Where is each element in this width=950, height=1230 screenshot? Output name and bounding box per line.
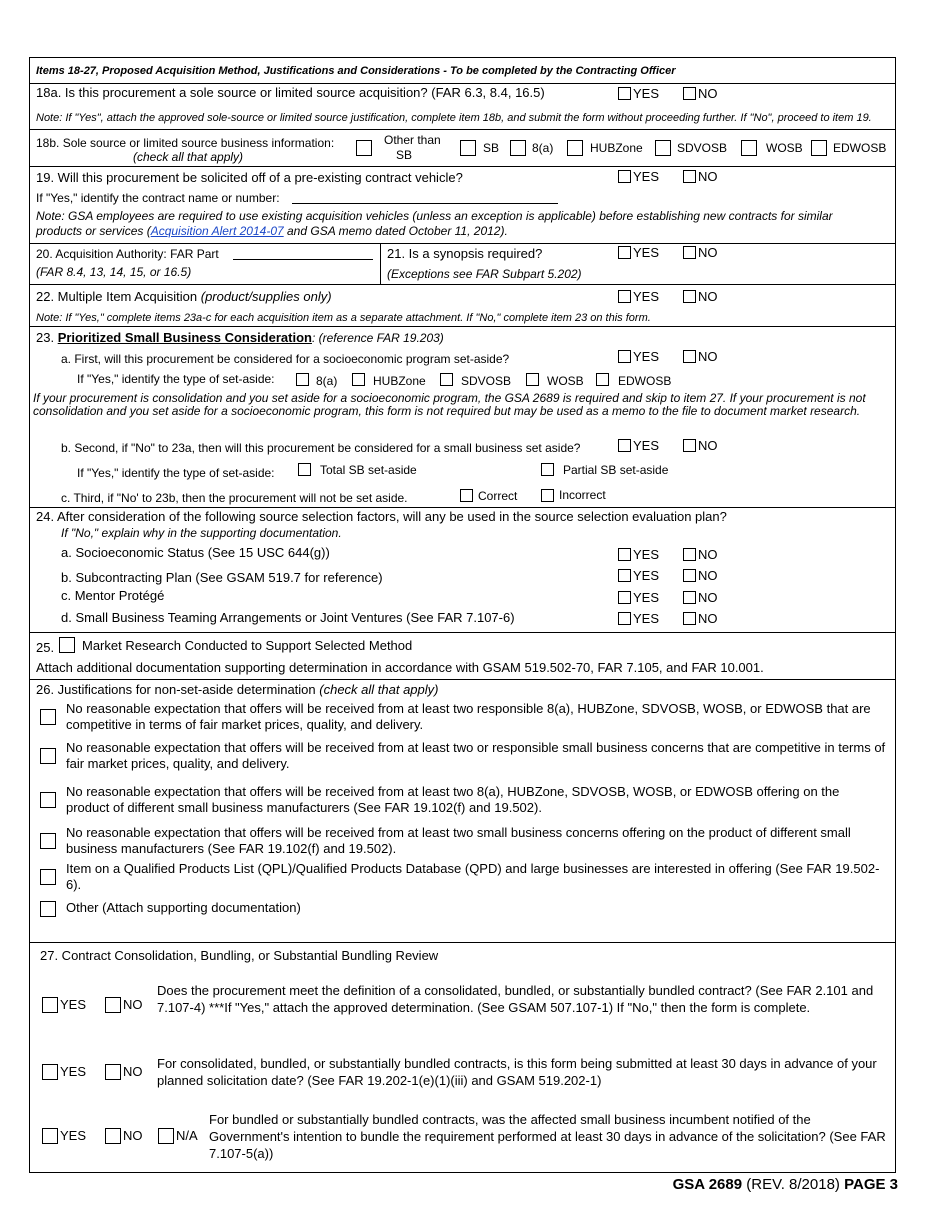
q22-no-label: NO [698, 289, 718, 304]
q22-no-checkbox[interactable] [683, 290, 696, 303]
q21-no-checkbox[interactable] [683, 246, 696, 259]
rule [29, 129, 896, 130]
q23b-text: b. Second, if "No" to 23a, then will this procurement be considered for a small business set aside? [61, 441, 581, 455]
q24d-text: d. Small Business Teaming Arrangements or Joint Ventures (See FAR 7.107-6) [61, 610, 515, 625]
q23b-no-label: NO [698, 438, 718, 453]
q20-far-part-input[interactable] [233, 259, 373, 260]
q20-text: 20. Acquisition Authority: FAR Part [36, 247, 219, 261]
q23a-8a-checkbox[interactable] [296, 373, 309, 386]
rule [29, 57, 896, 58]
rule [29, 679, 896, 680]
q26-item4-text: No reasonable expectation that offers will be received from at least two small business concerns offering on the product of different small business manufacturers (See FAR 19.102(f) and 19.502). [66, 825, 851, 856]
q25-text: Market Research Conducted to Support Selected Method [82, 638, 413, 653]
rule [29, 284, 896, 285]
q18b-hubzone-label: HUBZone [590, 141, 643, 155]
acquisition-alert-link[interactable]: Acquisition Alert 2014-07 [150, 224, 284, 238]
q19-text: 19. Will this procurement be solicited off of a pre-existing contract vehicle? [36, 170, 463, 185]
q23b-partial-label: Partial SB set-aside [563, 463, 669, 477]
q23a-8a-label: 8(a) [316, 374, 338, 388]
q23a-hubzone-label: HUBZone [373, 374, 426, 388]
q23c-text: c. Third, if "No' to 23b, then the procurement will not be set aside. [61, 491, 408, 505]
q27-3-yes-label: YES [60, 1128, 87, 1143]
q23-consolidation-note: If your procurement is consolidation and you set aside for a socioeconomic program, the GSA 2689 is required and skip to item 27. If your procurement is not consolidation and you set aside for a socioeconomic program, this form is not required but may be used as a memo to the file to document market research. [33, 391, 866, 418]
q27-3-no-label: NO [123, 1128, 143, 1143]
q23a-yes-label: YES [633, 349, 660, 364]
q18b-other-than-sb-checkbox[interactable] [356, 140, 372, 156]
q23a-edwosb-label: EDWOSB [618, 374, 672, 388]
q24b-no-label: NO [698, 568, 718, 583]
q23-title: 23. Prioritized Small Business Consideration: (reference FAR 19.203) [36, 330, 444, 345]
q24d-yes-label: YES [633, 611, 660, 626]
q27-3-na-label: N/A [176, 1128, 198, 1143]
q26-item5-text: Item on a Qualified Products List (QPL)/Qualified Products Database (QPD) and large businesses are interested in offering (See FAR 19.502-6). [66, 861, 880, 892]
q24c-yes-label: YES [633, 590, 660, 605]
q24a-yes-label: YES [633, 547, 660, 562]
q27-2-no-label: NO [123, 1064, 143, 1079]
q21-yes-checkbox[interactable] [618, 246, 631, 259]
q22-yes-label: YES [633, 289, 660, 304]
section-header: Items 18-27, Proposed Acquisition Method, Justifications and Considerations - To be completed by the Contracting Officer [36, 65, 676, 77]
q26-item2-checkbox[interactable] [40, 748, 56, 764]
q25-checkbox[interactable] [59, 637, 75, 653]
q25-attach: Attach additional documentation supporting determination in accordance with GSAM 519.502-70, FAR 7.105, and FAR 10.001. [36, 660, 764, 675]
q23a-no-label: NO [698, 349, 718, 364]
q18b-hubzone-checkbox[interactable] [567, 140, 583, 156]
rule [29, 507, 896, 508]
q23a-no-checkbox[interactable] [683, 350, 696, 363]
q23b-no-checkbox[interactable] [683, 439, 696, 452]
q27-text: 27. Contract Consolidation, Bundling, or Substantial Bundling Review [40, 948, 439, 963]
q24b-text: b. Subcontracting Plan (See GSAM 519.7 for reference) [61, 570, 383, 585]
q27-2-text: For consolidated, bundled, or substantially bundled contracts, is this form being submitted at least 30 days in advance of your planned solicitation date? (See FAR 19.202-1(e)(1)(iii) and GSAM 519.202-1) [157, 1056, 877, 1088]
q24d-no-checkbox[interactable] [683, 612, 696, 625]
q26-item5-checkbox[interactable] [40, 869, 56, 885]
q23a-sdvosb-label: SDVOSB [461, 374, 512, 388]
q27-2-no-checkbox[interactable] [105, 1064, 121, 1080]
q27-3-yes-checkbox[interactable] [42, 1128, 58, 1144]
q19-no-label: NO [698, 169, 718, 184]
q26-item1-checkbox[interactable] [40, 709, 56, 725]
q24-text: 24. After consideration of the following source selection factors, will any be used in the source selection evaluation plan? [36, 509, 727, 524]
q18b-text: 18b. Sole source or limited source business information: [36, 136, 335, 150]
rule [29, 243, 896, 244]
q24a-no-checkbox[interactable] [683, 548, 696, 561]
q23a-hubzone-checkbox[interactable] [352, 373, 365, 386]
q19-identify-label: If "Yes," identify the contract name or number: [36, 191, 280, 205]
q24b-yes-checkbox[interactable] [618, 569, 631, 582]
q26-text: 26. Justifications for non-set-aside determination (check all that apply) [36, 682, 439, 697]
q18b-sdvosb-label: SDVOSB [677, 141, 728, 155]
q18b-edwosb-label: EDWOSB [833, 141, 887, 155]
q18b-sb-label: SB [483, 141, 500, 155]
q18b-wosb-label: WOSB [766, 141, 803, 155]
q21-text: 21. Is a synopsis required? [387, 246, 543, 261]
q27-1-text: Does the procurement meet the definition of a consolidated, bundled, or substantially bundled contract? (See FAR 2.101 and 7.107-4) ***If "Yes," attach the approved determination. (See GSAM 507.107-1) If "No," then the form is complete. [157, 983, 874, 1015]
q18b-other-than-label: Other than [384, 133, 441, 147]
q26-item4-checkbox[interactable] [40, 833, 56, 849]
rule [29, 942, 896, 943]
frame-right [895, 57, 896, 1173]
q18a-text: 18a. Is this procurement a sole source or limited source acquisition? (FAR 6.3, 8.4, 16.5) [36, 85, 545, 100]
q26-item3-text: No reasonable expectation that offers will be received from at least two 8(a), HUBZone, SDVOSB, WOSB, or EDWOSB offering on the product of different small business manufacturers (See FAR 19.102(f) and 19.502). [66, 784, 840, 815]
q24a-yes-checkbox[interactable] [618, 548, 631, 561]
q24-sub: If "No," explain why in the supporting documentation. [61, 526, 342, 540]
q23b-total-label: Total SB set-aside [320, 463, 417, 477]
q24c-no-checkbox[interactable] [683, 591, 696, 604]
q18b-other-than-sb-label: SB [396, 148, 413, 162]
q18b-sb-checkbox[interactable] [460, 140, 476, 156]
q18b-wosb-checkbox[interactable] [741, 140, 757, 156]
q27-1-no-label: NO [123, 997, 143, 1012]
q26-item6-checkbox[interactable] [40, 901, 56, 917]
page-footer: GSA 2689 (REV. 8/2018) PAGE 3 [672, 1176, 898, 1193]
q18a-note: Note: If "Yes", attach the approved sole-source or limited source justification, complete item 18b, and submit the form without proceeding further. If "No", proceed to item 19. [36, 112, 872, 124]
q23a-wosb-label: WOSB [547, 374, 584, 388]
rule [29, 632, 896, 633]
q24b-no-checkbox[interactable] [683, 569, 696, 582]
q22-yes-checkbox[interactable] [618, 290, 631, 303]
rule [29, 326, 896, 327]
q23b-total-checkbox[interactable] [298, 463, 311, 476]
q19-no-checkbox[interactable] [683, 170, 696, 183]
q18b-sdvosb-checkbox[interactable] [655, 140, 671, 156]
q18a-yes-label: YES [633, 86, 660, 101]
q22-text: 22. Multiple Item Acquisition (product/supplies only) [36, 289, 332, 304]
frame-left [29, 57, 30, 1173]
q21-no-label: NO [698, 245, 718, 260]
q19-note: Note: GSA employees are required to use existing acquisition vehicles (unless an exception is applicable) before establishing new contracts for similar products or services (Acquisition Alert 2014-07 and GSA memo dated October 11, 2012). [36, 209, 833, 238]
q18a-no-label: NO [698, 86, 718, 101]
q26-item2-text: No reasonable expectation that offers will be received from at least two or responsible small business concerns that are competitive in terms of fair market prices, quality, and delivery. [66, 740, 886, 771]
rule [29, 83, 896, 84]
q24c-text: c. Mentor Protégé [61, 588, 165, 603]
q24c-yes-checkbox[interactable] [618, 591, 631, 604]
q18b-sub: (check all that apply) [133, 150, 244, 164]
q19-contract-input[interactable] [292, 203, 558, 204]
q23b-partial-checkbox[interactable] [541, 463, 554, 476]
q24c-no-label: NO [698, 590, 718, 605]
q25-number: 25. [36, 640, 55, 655]
q26-item3-checkbox[interactable] [40, 792, 56, 808]
q27-3-text: For bundled or substantially bundled contracts, was the affected small business incumbent notified of the Government's intention to bundle the requirement performed at least 30 days in advance of the solicitation? (See FAR 7.107-5(a)) [209, 1112, 886, 1161]
q22-note: Note: If "Yes," complete items 23a-c for each acquisition item as a separate attachment. If "No," complete item 23 on this form. [36, 312, 651, 324]
q27-3-no-checkbox[interactable] [105, 1128, 121, 1144]
rule [29, 1172, 896, 1173]
q27-1-yes-checkbox[interactable] [42, 997, 58, 1013]
q27-1-no-checkbox[interactable] [105, 997, 121, 1013]
q21-yes-label: YES [633, 245, 660, 260]
q23a-sdvosb-checkbox[interactable] [440, 373, 453, 386]
q19-yes-label: YES [633, 169, 660, 184]
q23c-incorrect-checkbox[interactable] [541, 489, 554, 502]
q18b-8a-label: 8(a) [532, 141, 554, 155]
q24a-text: a. Socioeconomic Status (See 15 USC 644(g)) [61, 545, 330, 560]
q23a-wosb-checkbox[interactable] [526, 373, 539, 386]
q27-1-yes-label: YES [60, 997, 87, 1012]
q18b-edwosb-checkbox[interactable] [811, 140, 827, 156]
q21-sub: (Exceptions see FAR Subpart 5.202) [387, 267, 582, 281]
q23a-identify-label: If "Yes," identify the type of set-aside: [77, 372, 275, 386]
q23a-edwosb-checkbox[interactable] [596, 373, 609, 386]
q18a-yes-checkbox[interactable] [618, 87, 631, 100]
q24a-no-label: NO [698, 547, 718, 562]
q27-3-na-checkbox[interactable] [158, 1128, 174, 1144]
q23c-correct-label: Correct [478, 489, 518, 503]
q18b-8a-checkbox[interactable] [510, 140, 526, 156]
q23b-identify-label: If "Yes," identify the type of set-aside: [77, 466, 275, 480]
rule-divider [380, 243, 381, 284]
q19-yes-checkbox[interactable] [618, 170, 631, 183]
q23a-text: a. First, will this procurement be considered for a socioeconomic program set-aside? [61, 352, 510, 366]
q23c-incorrect-label: Incorrect [559, 488, 606, 502]
q26-item1-text: No reasonable expectation that offers will be received from at least two responsible 8(a), HUBZone, SDVOSB, WOSB, or EDWOSB that are competitive in terms of fair market prices, quality, and delivery. [66, 701, 871, 732]
q23b-yes-checkbox[interactable] [618, 439, 631, 452]
q23b-yes-label: YES [633, 438, 660, 453]
q26-item6-text: Other (Attach supporting documentation) [66, 900, 301, 915]
q24b-yes-label: YES [633, 568, 660, 583]
q24d-yes-checkbox[interactable] [618, 612, 631, 625]
q18a-no-checkbox[interactable] [683, 87, 696, 100]
q27-2-yes-checkbox[interactable] [42, 1064, 58, 1080]
q24d-no-label: NO [698, 611, 718, 626]
q23a-yes-checkbox[interactable] [618, 350, 631, 363]
rule [29, 166, 896, 167]
q20-sub: (FAR 8.4, 13, 14, 15, or 16.5) [36, 265, 192, 279]
q27-2-yes-label: YES [60, 1064, 87, 1079]
q23c-correct-checkbox[interactable] [460, 489, 473, 502]
